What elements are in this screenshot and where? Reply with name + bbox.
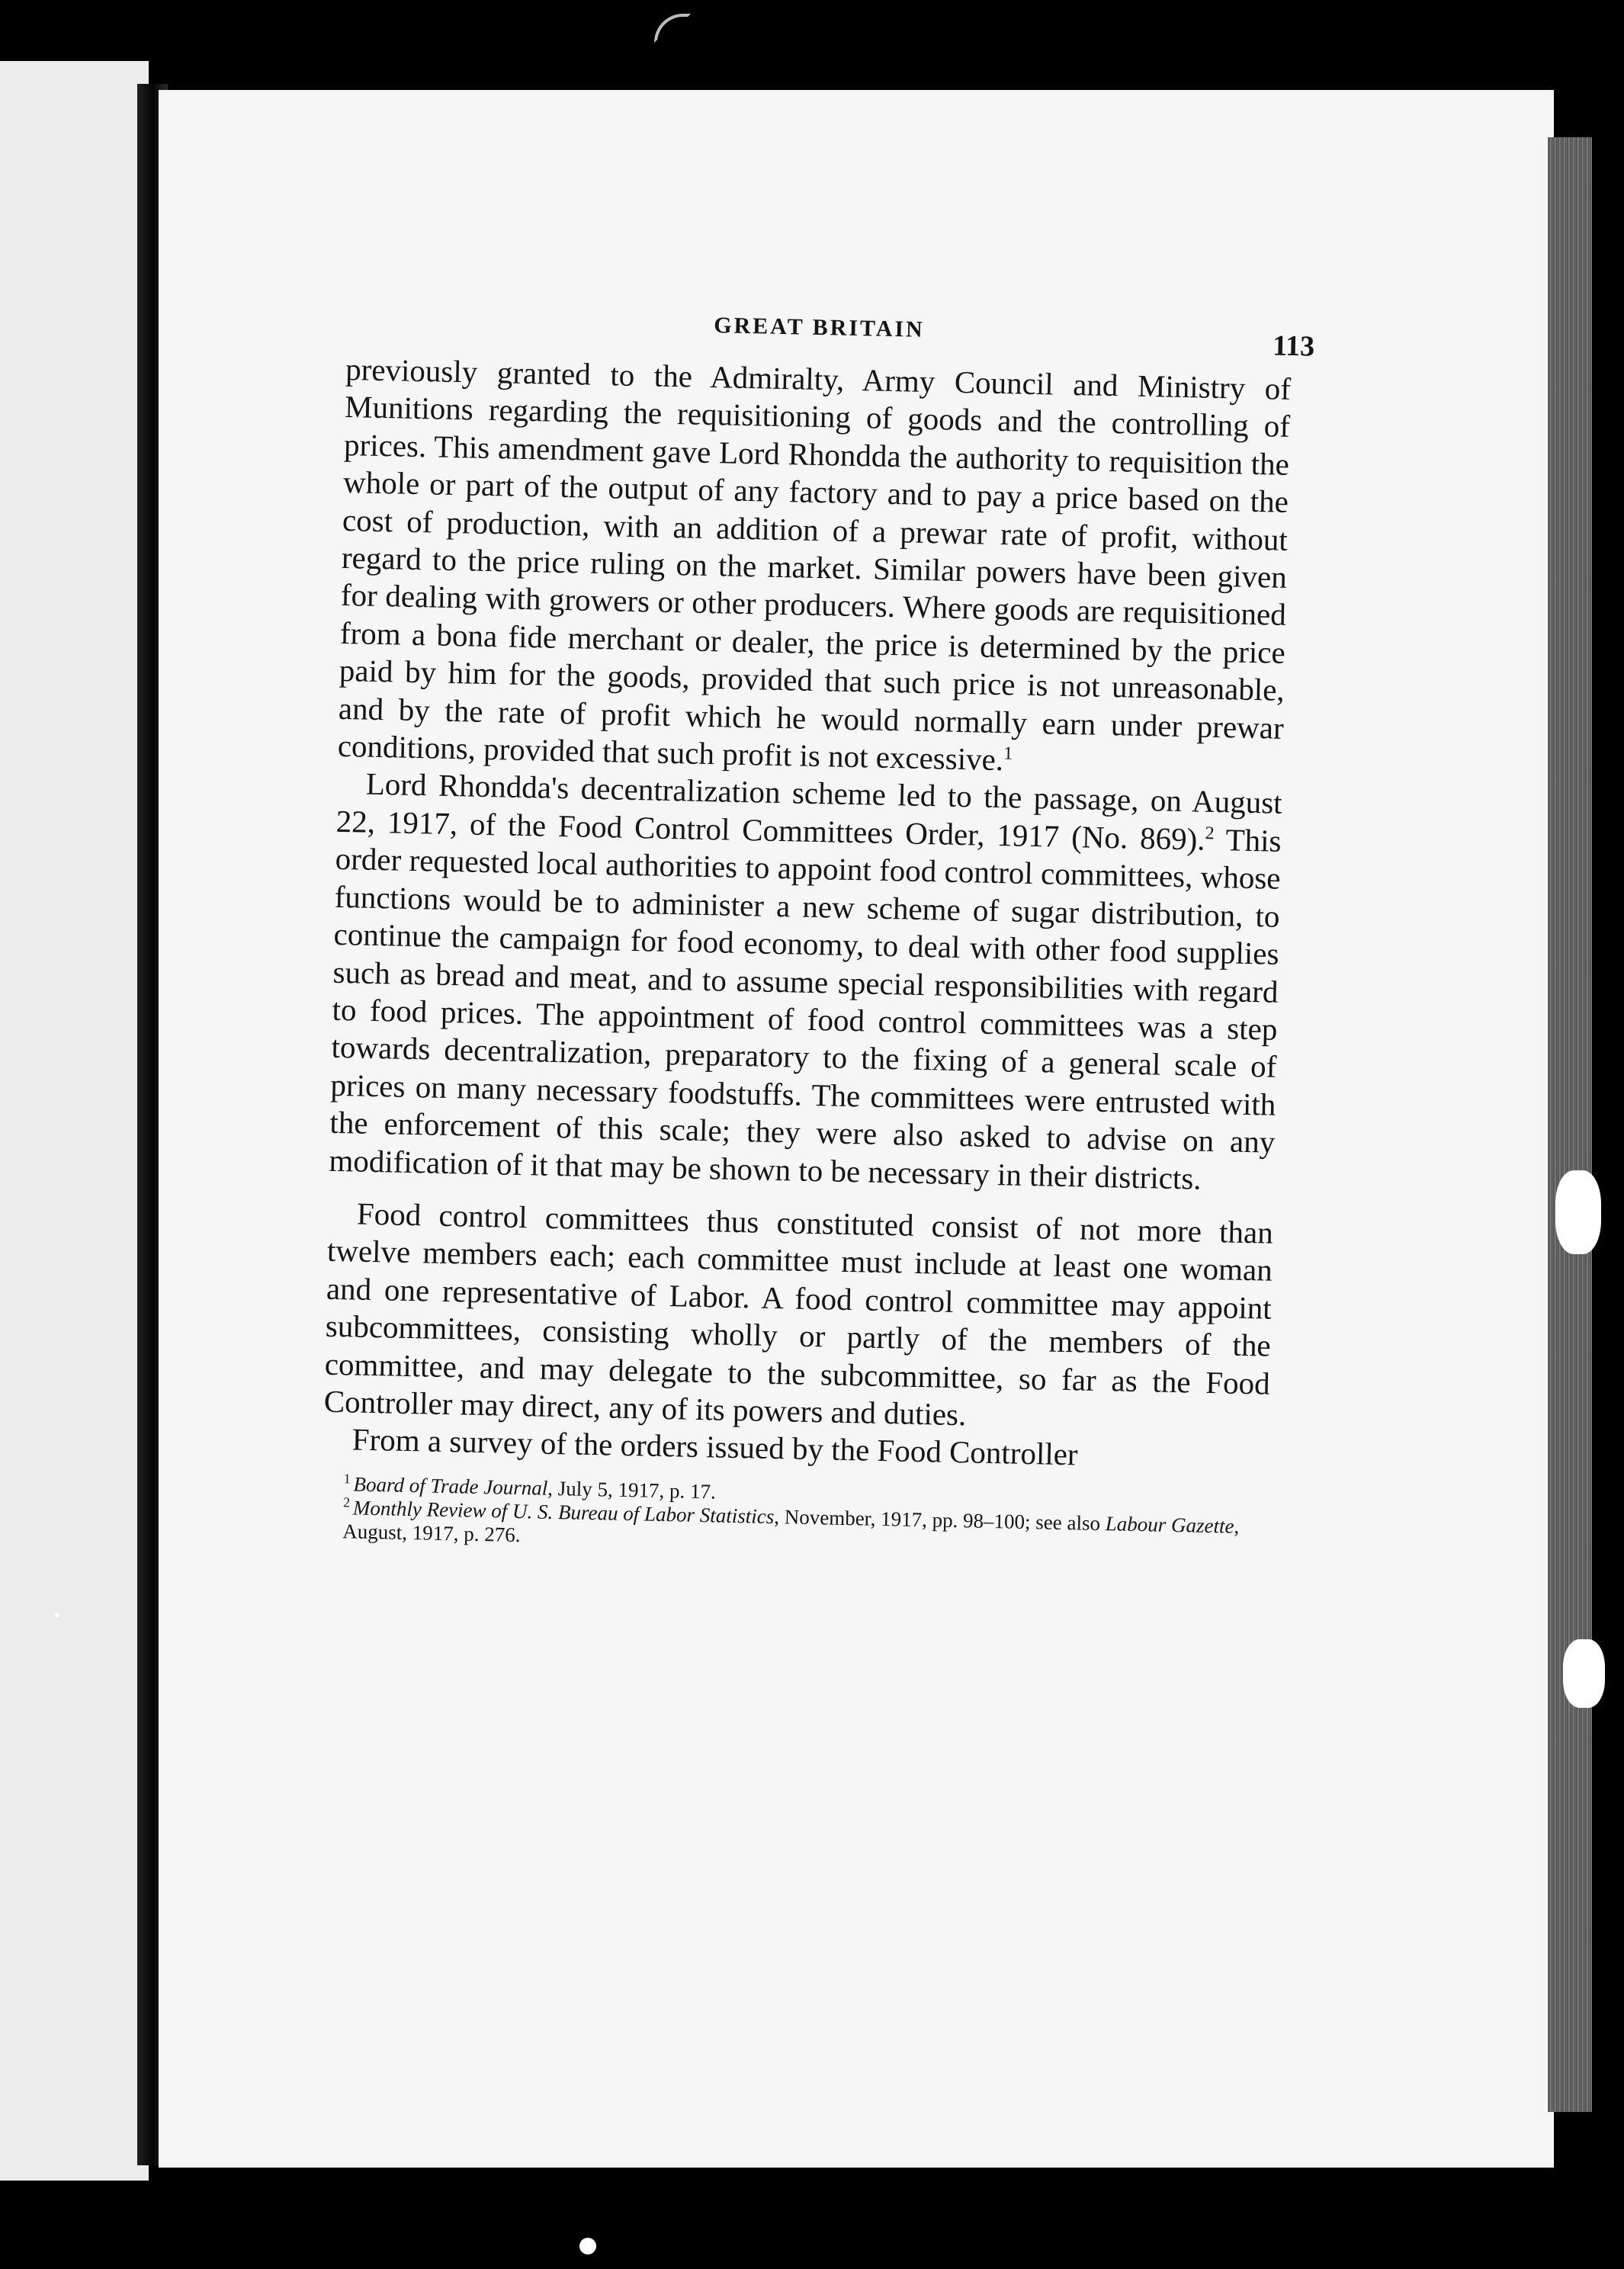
footnote-ref: 2 [1205, 823, 1215, 844]
paragraph-text: This order requested local authorities to appoint food control committees, whose functions would be to administer a new scheme of sugar distribution, to continue the campaign for food economy, to deal with other food supplies such as bread and meat, and to assume special responsibilities with regard to food prices. The appointment of food control committees was a step towards decentralization, preparatory to the fixing of a general scale of prices on many necessary foodstuffs. The committees were entrusted with the enforcement of this scale; they were also asked to advise on any modification of it that may be shown to be necessary in their districts. [329, 821, 1282, 1196]
footnote-text: , August, 1917, p. 276. [342, 1514, 1240, 1546]
page-text-block [321, 305, 1315, 1562]
scan-speck [1555, 1170, 1601, 1254]
page-number: 113 [1272, 329, 1315, 363]
paragraph-text: previously granted to the Admiralty, Army Council and Ministry of Munitions regarding the requisitioning of goods and the controlling of prices. This amendment gave Lord Rhondda the authority to requisition the whole or part of the output of any factory and to pay a price based on the cost of production, with an addition of a prewar rate of profit, without regard to the price ruling on the market. Similar powers have been given for dealing with growers or other producers. Where goods are requisitioned from a bona fide merchant or dealer, the price is determined by the price paid by him for the goods, provided that such price is not unreasonable, and by the rate of profit which he would normally earn under prewar conditions, provided that such profit is not excessive. [337, 351, 1292, 778]
running-title: GREAT BRITAIN [713, 313, 926, 342]
footnote-number: 2 [342, 1494, 351, 1510]
scan-speck [55, 1613, 59, 1617]
paragraph [337, 351, 1291, 785]
footnote-ref: 1 [1003, 743, 1013, 764]
scan-speck [579, 2238, 596, 2255]
paragraph [323, 1195, 1273, 1440]
paragraph-text: From a survey of the orders issued by the Food Controller [351, 1421, 1079, 1472]
scan-speck [1563, 1639, 1605, 1708]
footnote-source: Labour Gazette [1105, 1511, 1234, 1538]
footnote-source: Monthly Review of U. S. Bureau of Labor Statistics [352, 1496, 775, 1528]
footnote-number: 1 [343, 1471, 351, 1487]
paragraph-text: Lord Rhondda's decentralization scheme led to the passage, on August 22, 1917, of the Food Control Committees Order, 1917 (No. 869). [335, 766, 1283, 857]
footnote-source: Board of Trade Journal [353, 1472, 548, 1500]
scan-artifact-curl [654, 14, 691, 43]
paragraph [329, 765, 1282, 1199]
left-page-edge [0, 61, 149, 2181]
footnote-text: , November, 1917, pp. 98–100; see also [773, 1504, 1106, 1535]
body-text [323, 351, 1291, 1478]
paragraph-text: Food control committees thus constituted consist of not more than twelve members each; each committee must include at least one woman and one representative of Labor. A food control committee may appoint subcommittees, consisting wholly or partly of the members of the committee, and may delegate to the subcommittee, so far as the Food Controller may direct, any of its powers and duties. [323, 1195, 1274, 1433]
footnote-text: , July 5, 1917, p. 17. [547, 1476, 717, 1504]
page-block-edge [1548, 137, 1592, 2112]
